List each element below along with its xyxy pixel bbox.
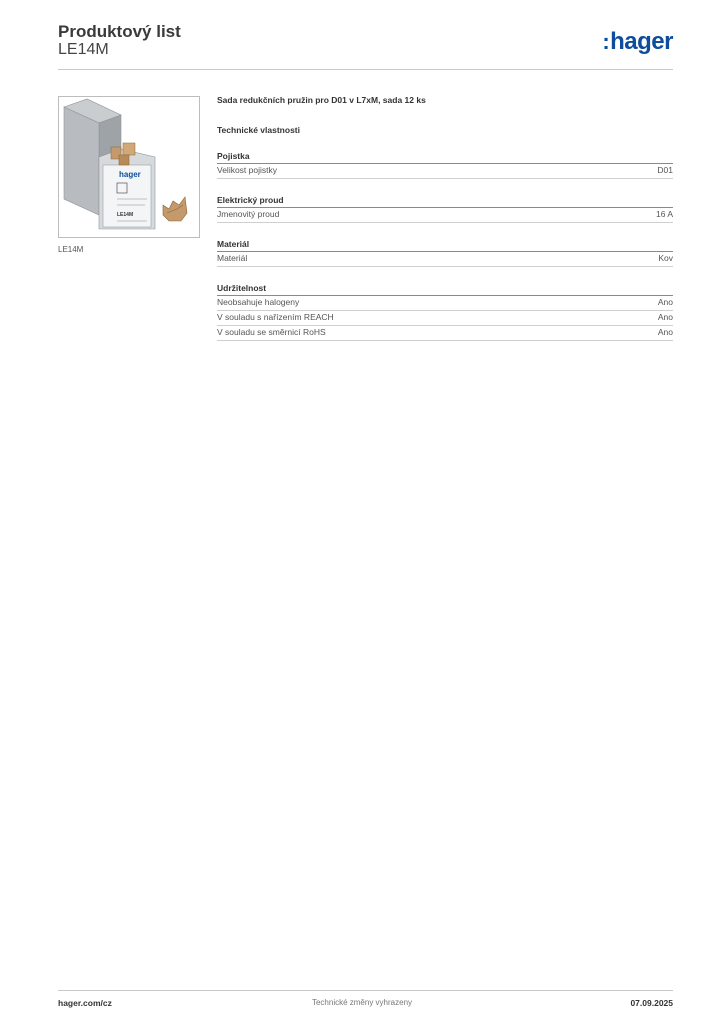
spec-section-material: [217, 239, 673, 267]
product-name: Sada redukčních pružin pro D01 v L7xM, sada 12 ks: [217, 95, 426, 105]
spec-row: [217, 326, 673, 341]
image-label-brand: hager: [119, 170, 141, 179]
header-divider: [58, 69, 673, 70]
spec-row: [217, 208, 673, 223]
page-header: [58, 20, 673, 70]
spec-row: [217, 164, 673, 179]
spec-value: D01: [657, 165, 673, 175]
section-title: Materiál: [217, 239, 673, 252]
spec-row: [217, 296, 673, 311]
spec-value: Ano: [657, 297, 673, 307]
page-title: Produktový list: [58, 22, 181, 41]
spec-label: Jmenovitý proud: [217, 209, 280, 219]
spec-value: Kov: [658, 253, 673, 263]
spec-value: Ano: [657, 327, 673, 337]
footer-divider: [58, 990, 673, 991]
product-code: LE14M: [58, 41, 109, 58]
spec-section-sustainability: [217, 283, 673, 341]
section-title: Elektrický proud: [217, 195, 673, 208]
spec-label: Neobsahuje halogeny: [217, 297, 300, 307]
spec-row: [217, 311, 673, 326]
spec-section-fuse: [217, 151, 673, 179]
logo-text: hager: [610, 28, 673, 55]
hager-logo: :hager: [602, 28, 673, 55]
image-label-code: LE14M: [117, 212, 134, 218]
spec-value: Ano: [657, 312, 673, 322]
section-title: Udržitelnost: [217, 283, 673, 296]
spec-label: V souladu se směrnicí RoHS: [217, 327, 326, 337]
specs-title: Technické vlastnosti: [217, 125, 300, 135]
product-details: [217, 95, 673, 341]
footer-website[interactable]: hager.com/cz: [58, 998, 112, 1008]
section-title: Pojistka: [217, 151, 673, 164]
spec-label: Materiál: [217, 253, 248, 263]
spec-label: Velikost pojistky: [217, 165, 277, 175]
footer-date: 07.09.2025: [630, 998, 673, 1008]
image-caption: LE14M: [58, 245, 84, 254]
spec-value: 16 A: [655, 209, 673, 219]
spec-section-current: [217, 195, 673, 223]
product-illustration: [59, 97, 199, 237]
footer-note: Technické změny vyhrazeny: [311, 998, 413, 1007]
product-image: [58, 96, 200, 238]
spec-row: [217, 252, 673, 267]
spec-label: V souladu s nařízením REACH: [217, 312, 334, 322]
